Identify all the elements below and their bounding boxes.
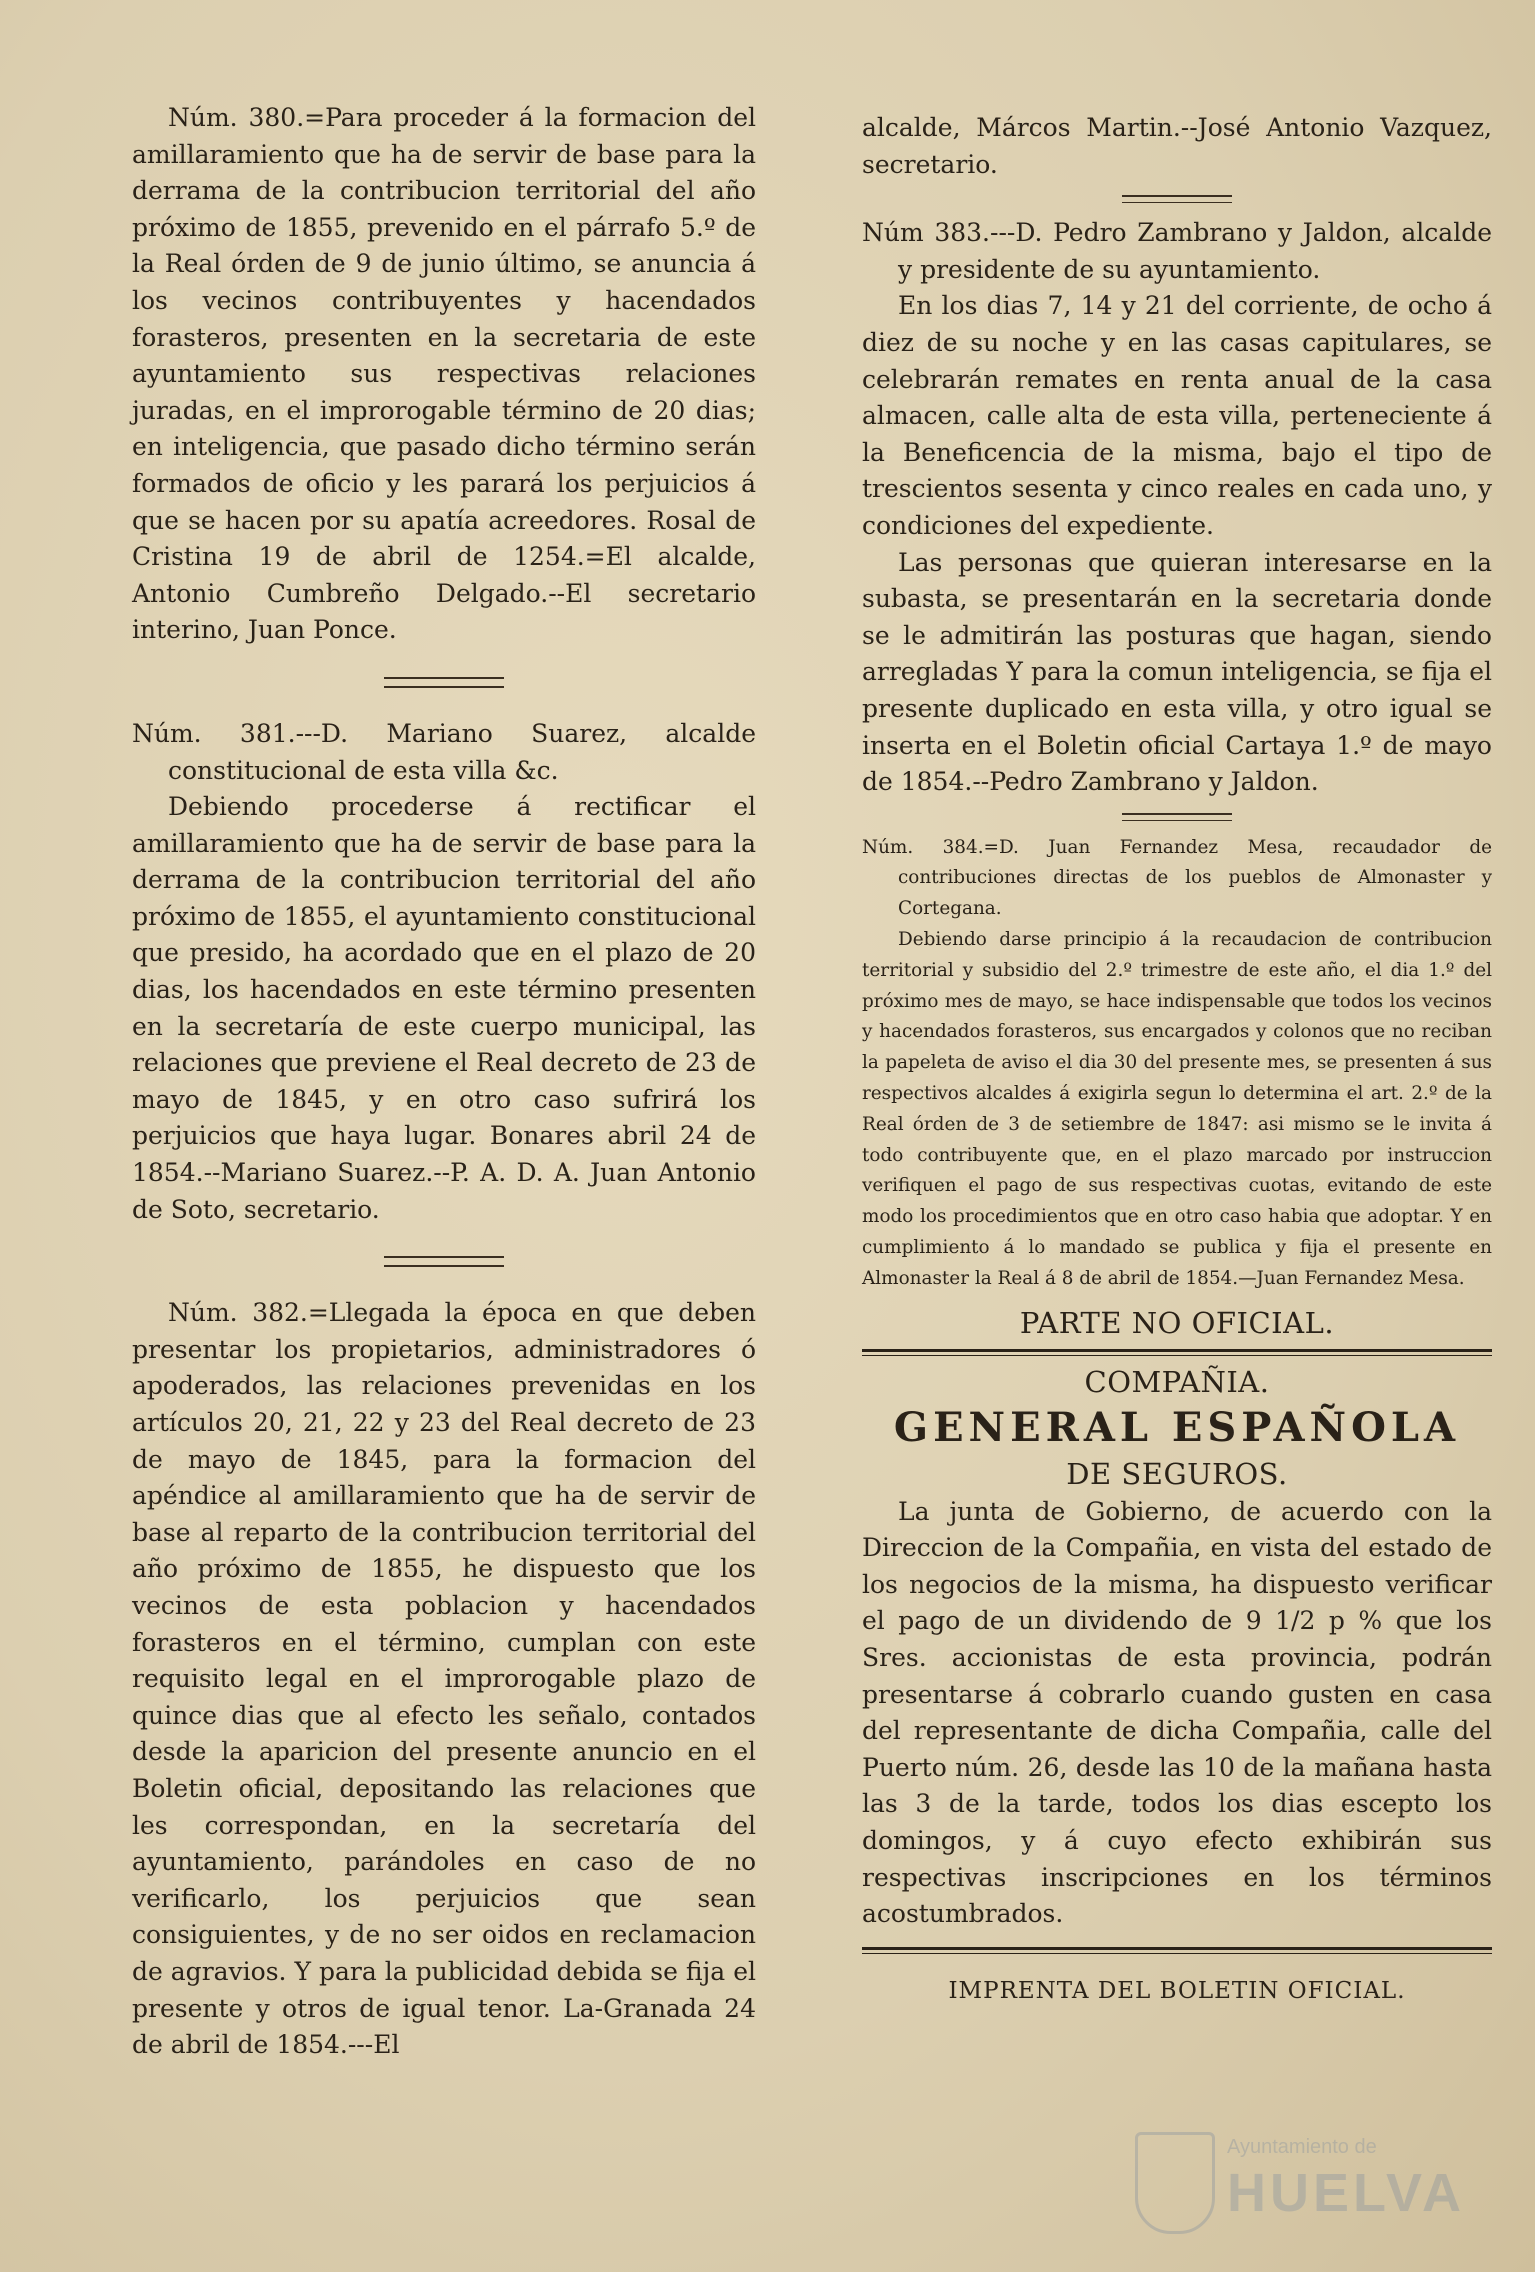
notice-381-header: Núm. 381.---D. Mariano Suarez, alcalde constitucional de esta villa &c. [132,718,756,785]
company-notice: La junta de Gobierno, de acuerdo con la Direccion de la Compañia, en vista del estado de los negocios de la misma, ha dispuesto verificar el pago de un dividendo de 9 1/2 p % que los Sres. accionistas de esta provincia, podrán presentarse á cobrarlo cuando gusten en casa del representante de dicha Compañia, calle del Puerto núm. 26, desde las 10 de la mañana hasta las 3 de la tarde, todos los dias escepto los domingos, y á cuyo efecto exhibirán sus respectivas inscripciones en los términos acostumbrados. [862,1496,1492,1929]
notice-383-header: Núm 383.---D. Pedro Zambrano y Jaldon, alcalde y presidente de su ayuntamiento. [862,218,1492,284]
section-title: PARTE NO OFICIAL. [1019,1305,1335,1340]
notice-384-body: Debiendo darse principio á la recaudacion de contribucion territorial y subsidio del 2.º trimestre de este año, el dia 1.º del próximo mes de mayo, se hace indispensable que todos los vecinos y hacendados forasteros, sus encargados y colonos que no reciban la papeleta de aviso el dia 30 del presente mes, se presenten á sus respectivos alcaldes á exigirla segun lo determina el art. 2.º de la Real órden de 3 de setiembre de 1847: asi mismo se le invita á todo contribuyente que, en el plazo marcado por instruccion verifiquen el pago de sus respectivas cuotas, evitando de este modo los procedimientos que en otro caso habia que adoptar. Y en cumplimiento á lo mandado se publica y fija el presente en Almonaster la Real á 8 de abril de 1854.—Juan Fernandez Mesa. [862,929,1492,1289]
left-column [132,100,756,2064]
notice-383-body: En los dias 7, 14 y 21 del corriente, de ocho á diez de su noche y en las casas capitulares, se celebrarán remates en renta anual de la casa almacen, calle alta de esta villa, perteneciente á la Beneficencia de la misma, bajo el tipo de trescientos sesenta y cinco reales en cada uno, y condiciones del expediente. [862,291,1492,540]
right-column [862,110,1492,2004]
notice-383-body-2: Las personas que quieran interesarse en la subasta, se presentarán en la secretaria donde se le admitirán las posturas que hagan, siendo arregladas Y para la comun inteligencia, se fija el presente duplicado en esta villa, y otro igual se inserta en el Boletin oficial Cartaya 1.º de mayo de 1854.--Pedro Zambrano y Jaldon. [862,547,1492,797]
shield-icon [1135,2132,1215,2234]
printer-footer: IMPRENTA DEL BOLETIN OFICIAL. [948,1977,1406,2004]
notice-384-header: Núm. 384.=D. Juan Fernandez Mesa, recaudador de contribuciones directas de los pueblos de Almonaster y Cortegana. [862,836,1492,920]
separator [1122,195,1232,203]
company-title-3: DE SEGUROS. [1066,1456,1288,1491]
company-title-1: COMPAÑIA. [1084,1364,1270,1399]
bottom-rule [862,1947,1492,1954]
notice-380: Núm. 380.=Para proceder á la formacion del amillaramiento que ha de servir de base para la derrama de la contribucion territorial del año próximo de 1855, prevenido en el párrafo 5.º de la Real órden de 9 de junio último, se anuncia á los vecinos contribuyentes y hacendados forasteros, presenten en la secretaria de este ayuntamiento sus respectivas relaciones juradas, en el improrogable término de 20 dias; en inteligencia, que pasado dicho término serán formados de oficio y les parará los perjuicios á que se hacen por su apatía acreedores. Rosal de Cristina 19 de abril de 1254.=El alcalde, Antonio Cumbreño Delgado.--El secretario interino, Juan Ponce. [132,103,756,645]
watermark [1135,2122,1465,2242]
notice-382: Núm. 382.=Llegada la época en que deben presentar los propietarios, administradores ó apoderados, las relaciones prevenidas en los artículos 20, 21, 22 y 23 del Real decreto de 23 de mayo de 1845, para la formacion del apéndice al amillaramiento que ha de servir de base al reparto de la contribucion territorial del año próximo de 1855, he dispuesto que los vecinos de esta poblacion y hacendados forasteros en el término, cumplan con este requisito legal en el improrogable plazo de quince dias que al efecto les señalo, contados desde la aparicion del presente anuncio en el Boletin oficial, depositando las relaciones que les correspondan, en la secretaría del ayuntamiento, parándoles en caso de no verificarlo, los perjuicios que sean consiguientes, y de no ser oidos en reclamacion de agravios. Y para la publicidad debida se fija el presente y otros de igual tenor. La-Granada 24 de abril de 1854.---El [132,1298,756,2060]
watermark-line-2: HUELVA [1227,2163,1465,2223]
watermark-line-1: Ayuntamiento de [1227,2136,1377,2158]
separator [1122,813,1232,821]
double-rule [862,1349,1492,1356]
notice-382-continuation: alcalde, Márcos Martin.--José Antonio Vazquez, secretario. [862,113,1492,179]
separator [384,1256,504,1267]
separator [384,677,504,688]
company-title-2: GENERAL ESPAÑOLA [893,1403,1461,1451]
notice-381-body: Debiendo procederse á rectificar el amillaramiento que ha de servir de base para la derrama de la contribucion territorial del año próximo de 1855, el ayuntamiento constitucional que presido, ha acordado que en el plazo de 20 dias, los hacendados en este término presenten en la secretaría de este cuerpo municipal, las relaciones que previene el Real decreto de 23 de mayo de 1845, y en otro caso sufrirá los perjuicios que haya lugar. Bonares abril 24 de 1854.--Mariano Suarez.--P. A. D. A. Juan Antonio de Soto, secretario. [132,792,756,1224]
